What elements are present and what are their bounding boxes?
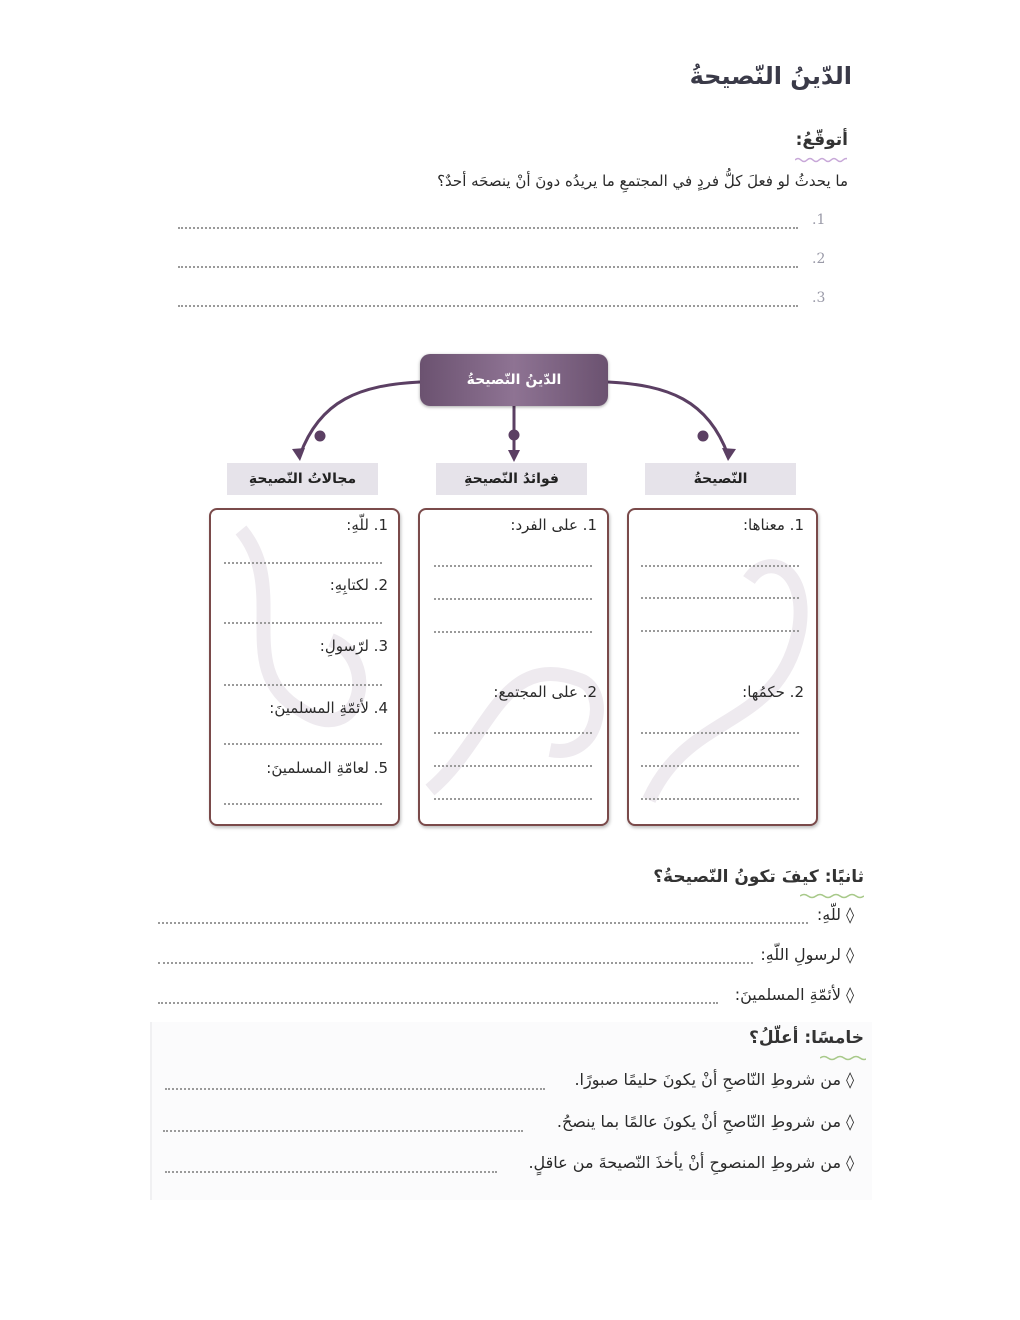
answer-line[interactable] xyxy=(641,765,799,767)
answer-line[interactable] xyxy=(641,798,799,800)
answer-line[interactable] xyxy=(434,732,592,734)
wavy-underline xyxy=(800,893,864,899)
answer-line[interactable] xyxy=(158,922,808,924)
answer-line[interactable] xyxy=(158,1002,718,1004)
fifth-item: ◊ من شروطِ النّاصحِ أنْ يكونَ حليمًا صبورًا. xyxy=(574,1070,854,1089)
areas-item: 5. لعامّةِ المسلمينَ: xyxy=(266,759,388,777)
column-header-advice: النّصيحةُ xyxy=(645,463,796,495)
fifth-section-background xyxy=(150,1022,872,1200)
answer-line[interactable] xyxy=(224,562,382,564)
answer-line[interactable] xyxy=(641,597,799,599)
second-heading: ثانيًا: كيفَ تكونُ النّصيحةُ؟ xyxy=(653,867,864,887)
answer-line[interactable] xyxy=(434,565,592,567)
second-item: ◊ للّهِ: xyxy=(816,905,854,924)
areas-item: 3. لرّسولِ: xyxy=(319,637,388,655)
fifth-heading: خامسًا: أعلّلُ؟ xyxy=(749,1028,864,1048)
fifth-item: ◊ من شروطِ المنصوحِ أنْ يأخذَ النّصيحةَ من عاقلٍ. xyxy=(528,1153,854,1172)
answer-line[interactable] xyxy=(641,732,799,734)
advice-item: 2. حكمُها: xyxy=(742,683,804,701)
benefits-item: 1. على الفرد: xyxy=(510,516,597,534)
column-box-benefits xyxy=(418,508,609,826)
column-header-benefits: فوائدُ النّصيحةِ xyxy=(436,463,587,495)
answer-line[interactable] xyxy=(224,622,382,624)
answer-line[interactable] xyxy=(641,630,799,632)
floral-decoration xyxy=(420,510,607,824)
advice-item: 1. معناها: xyxy=(743,516,804,534)
answer-number: .3 xyxy=(812,290,826,306)
answer-line[interactable] xyxy=(641,565,799,567)
answer-line[interactable] xyxy=(163,1130,523,1132)
answer-line[interactable] xyxy=(224,743,382,745)
areas-item: 4. لأئمّةِ المسلمينَ: xyxy=(269,699,388,717)
answer-line[interactable] xyxy=(434,765,592,767)
answer-line[interactable] xyxy=(224,684,382,686)
answer-number: .2 xyxy=(812,251,826,267)
floral-decoration xyxy=(629,510,816,824)
answer-line[interactable] xyxy=(224,803,382,805)
answer-line[interactable] xyxy=(434,631,592,633)
answer-line[interactable] xyxy=(158,962,753,964)
second-item: ◊ لرسولِ اللّهِ: xyxy=(760,945,854,964)
diagram-center: الدّينُ النّصيحةُ xyxy=(420,354,608,406)
wavy-underline xyxy=(820,1055,866,1061)
benefits-item: 2. على المجتمع: xyxy=(493,683,597,701)
answer-line[interactable] xyxy=(165,1088,545,1090)
column-header-areas: مجالاتُ النّصيحةِ xyxy=(227,463,378,495)
answer-line[interactable] xyxy=(434,598,592,600)
predict-question: ما يحدثُ لو فعلَ كلُّ فردٍ في المجتمعِ ما يريدُه دونَ أنْ ينصحَه أحدٌ؟ xyxy=(437,172,848,190)
answer-line[interactable] xyxy=(165,1171,497,1173)
areas-item: 2. لكتابِهِ: xyxy=(329,576,388,594)
areas-item: 1. للّهِ: xyxy=(346,516,388,534)
second-item: ◊ لأئمّةِ المسلمينَ: xyxy=(734,985,854,1004)
answer-line[interactable] xyxy=(434,798,592,800)
predict-heading: أتوقّعُ: xyxy=(795,130,848,150)
fifth-item: ◊ من شروطِ النّاصحِ أنْ يكونَ عالمًا بما ينصحُ. xyxy=(556,1112,854,1131)
column-box-areas xyxy=(209,508,400,826)
column-box-advice xyxy=(627,508,818,826)
diagram-connectors xyxy=(0,0,1020,520)
answer-number: .1 xyxy=(812,212,826,228)
page-title: الدّينُ النّصيحةُ xyxy=(689,62,852,90)
